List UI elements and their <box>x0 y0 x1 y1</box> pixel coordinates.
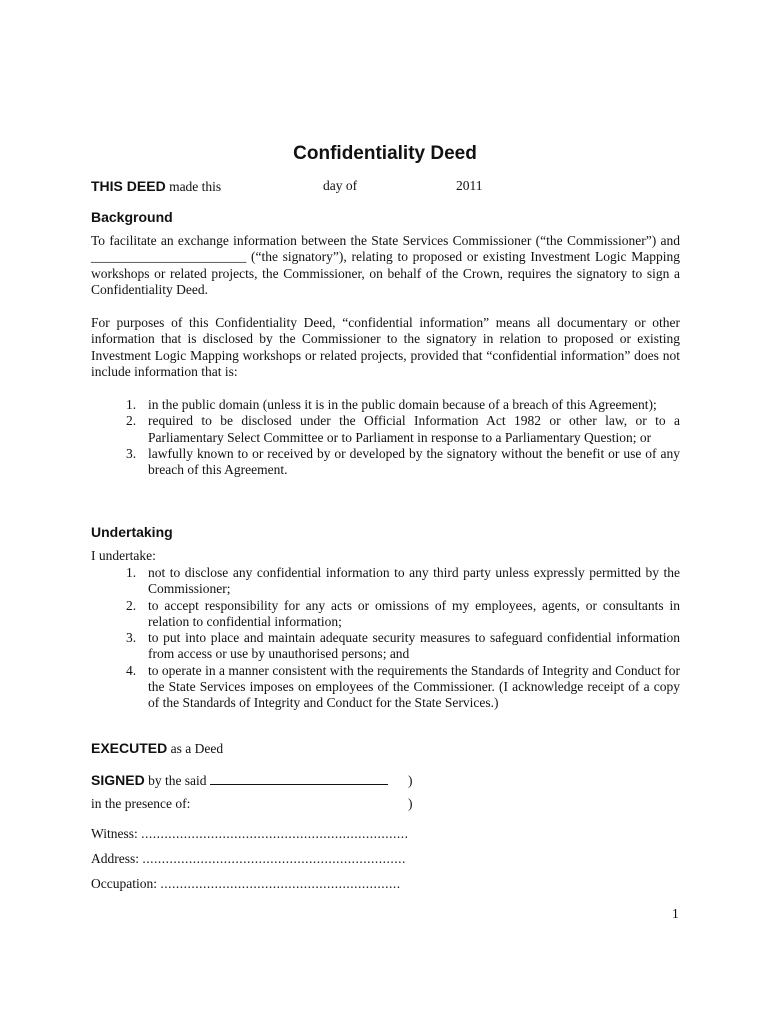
made-this-text: made this <box>169 179 222 194</box>
address-dotted-line: .................................................................... <box>142 851 406 866</box>
by-the-said-text: by the said <box>148 773 207 788</box>
day-of-text: day of <box>323 178 358 193</box>
occupation-label: Occupation: <box>91 876 157 891</box>
exclusions-list <box>91 397 680 478</box>
list-item: 2. required to be disclosed under the Official Information Act 1982 or other law, or to a Parliamentary Select Committee or to Parliament in response to a Parliamentary Question; or <box>126 413 680 445</box>
signed-label: SIGNED <box>91 772 145 788</box>
occupation-field[interactable] <box>91 876 401 892</box>
signed-line <box>91 772 421 789</box>
signed-bracket: ) <box>408 773 413 788</box>
list-item: 3. to put into place and maintain adequate security measures to safeguard confidential information from access or use by unauthorised persons; and <box>126 630 680 662</box>
deed-date-line <box>91 178 691 198</box>
address-label: Address: <box>91 851 139 866</box>
presence-bracket: ) <box>408 796 413 811</box>
year-text: 2011 <box>456 178 483 193</box>
document-title: Confidentiality Deed <box>293 143 477 164</box>
occupation-dotted-line: .............................................................. <box>160 876 401 891</box>
witness-label: Witness: <box>91 826 138 841</box>
list-item: 1. not to disclose any confidential information to any third party unless expressly permitted by the Commissioner; <box>126 565 680 597</box>
witness-dotted-line: ..................................................................... <box>141 826 409 841</box>
background-paragraph-1: To facilitate an exchange information between the State Services Commissioner (“the Commissioner”) and _______________________ (“the signatory”), relating to proposed or existing Investment Logic Mapping workshops or related projects, the Commissioner, on behalf of the Crown, requires the signatory to sign a Confidentiality Deed. <box>91 233 680 297</box>
page-number: 1 <box>672 906 679 921</box>
this-deed-label: THIS DEED <box>91 178 166 194</box>
list-item: 2. to accept responsibility for any acts or omissions of my employees, agents, or consultants in relation to confidential information; <box>126 597 680 629</box>
presence-line: in the presence of: <box>91 796 191 811</box>
executed-label: EXECUTED <box>91 740 168 756</box>
executed-line <box>91 740 223 757</box>
address-field[interactable] <box>91 851 406 867</box>
undertaking-heading: Undertaking <box>91 524 173 540</box>
background-heading: Background <box>91 209 173 225</box>
as-a-deed-text: as a Deed <box>170 741 224 756</box>
undertaking-intro: I undertake: <box>91 548 156 563</box>
signatory-name-blank[interactable] <box>210 772 388 785</box>
list-item: 3. lawfully known to or received by or developed by the signatory without the benefit or use of any breach of this Agreement. <box>126 445 680 478</box>
witness-field[interactable] <box>91 826 408 842</box>
background-paragraph-2: For purposes of this Confidentiality Deed, “confidential information” means all documentary or other information that is disclosed by the Commissioner to the signatory in relation to proposed or existing Investment Logic Mapping workshops or related projects, provided that “confidential information” does not include information that is: <box>91 315 680 379</box>
list-item: 4. to operate in a manner consistent with the requirements the Standards of Integrity and Conduct for the State Services imposes on employees of the Commissioner. (I acknowledge receipt of a copy of the Standards of Integrity and Conduct for the State Services.) <box>126 662 680 711</box>
list-item: 1. in the public domain (unless it is in the public domain because of a breach of this Agreement); <box>126 397 657 412</box>
undertaking-list <box>91 565 680 712</box>
